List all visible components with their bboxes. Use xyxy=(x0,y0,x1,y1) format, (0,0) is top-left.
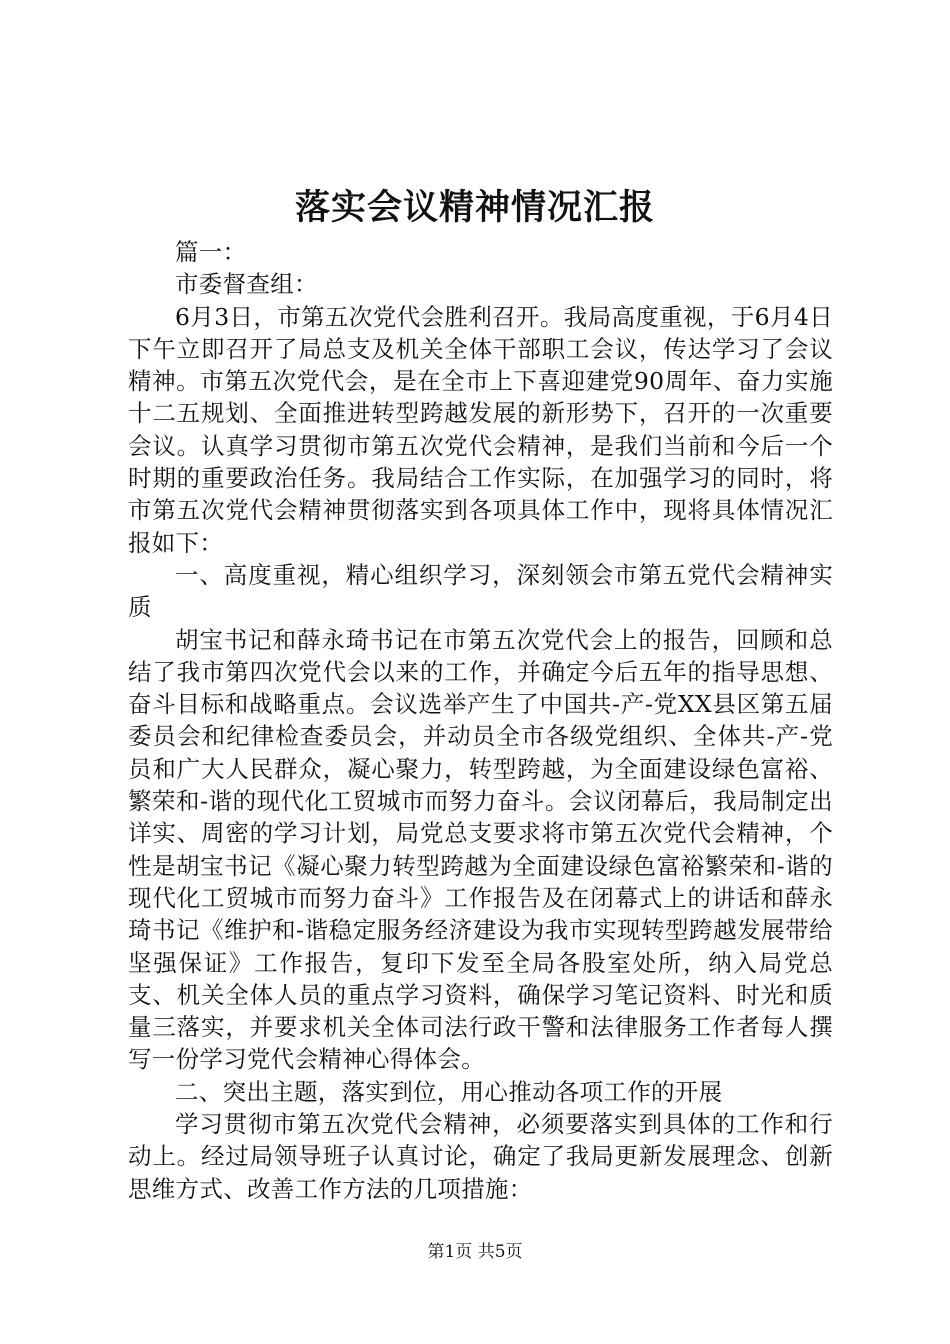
paragraph-section-1-body: 胡宝书记和薛永琦书记在市第五次党代会上的报告，回顾和总结了我市第四次党代会以来的工作，并确定今后五年的指导思想、奋斗目标和战略重点。会议选举产生了中国共-产-党XX县区第五届委员会和纪律检查委员会，并动员全市各级党组织、全体共-产-党员和广大人民群众，凝心聚力，转型跨越，为全面建设绿色富裕、繁荣和-谐的现代化工贸城市而努力奋斗。会议闭幕后，我局制定出详实、周密的学习计划，局党总支要求将市第五次党代会精神，个性是胡宝书记《凝心聚力转型跨越为全面建设绿色富裕繁荣和-谐的现代化工贸城市而努力奋斗》工作报告及在闭幕式上的讲话和薛永琦书记《维护和-谐稳定服务经济建设为我市实现转型跨越发展带给坚强保证》工作报告，复印下发至全局各股室处所，纳入局党总支、机关全体人员的重点学习资料，确保学习笔记资料、时光和质量三落实，并要求机关全体司法行政干警和法律服务工作者每人撰写一份学习党代会精神心得体会。 xyxy=(128,625,833,1074)
heading-section-2: 二、突出主题，落实到位，用心推动各项工作的开展 xyxy=(175,1077,723,1106)
heading-section-1: 一、高度重视，精心组织学习，深刻领会市第五党代会精神实质 xyxy=(128,560,833,622)
document-body xyxy=(128,236,833,1205)
document-title: 落实会议精神情况汇报 xyxy=(294,187,655,228)
paragraph-section-label: 篇一： xyxy=(175,238,247,266)
paragraph-intro: 6月3日，市第五次党代会胜利召开。我局高度重视，于6月4日下午立即召开了局总支及机关全体干部职工会议，传达学习了会议精神。市第五次党代会，是在全市上下喜迎建党90周年、奋力实施十二五规划、全面推进转型跨越发展的新形势下，召开的一次重要会议。认真学习贯彻市第五次党代会精神，是我们当前和今后一个时期的重要政治任务。我局结合工作实际，在加强学习的同时，将市第五次党代会精神贯彻落实到各项具体工作中，现将具体情况汇报如下： xyxy=(128,302,833,557)
page-number-footer: 第1页 共5页 xyxy=(427,1242,523,1262)
paragraph-section-2-body: 学习贯彻市第五次党代会精神，必须要落实到具体的工作和行动上。经过局领导班子认真讨论，确定了我局更新发展理念、创新思维方式、改善工作方法的几项措施： xyxy=(128,1110,833,1203)
paragraph-recipient: 市委督查组： xyxy=(175,270,318,299)
